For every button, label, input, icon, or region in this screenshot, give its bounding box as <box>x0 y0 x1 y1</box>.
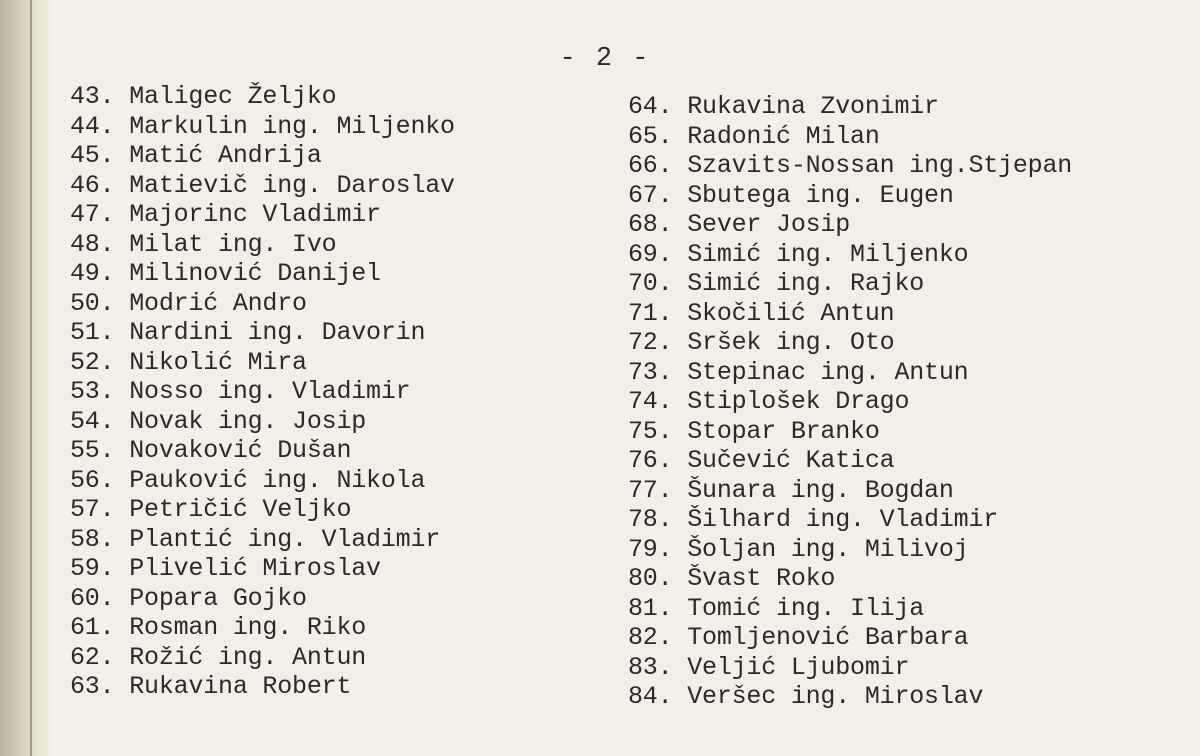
list-item: 57. Petričić Veljko <box>70 495 352 524</box>
list-item: 58. Plantić ing. Vladimir <box>70 524 441 554</box>
list-item: 43. Maligec Željko <box>70 82 337 111</box>
list-item: 74. Stiplošek Drago <box>628 387 910 416</box>
list-item: 83. Veljić Ljubomir <box>628 652 910 682</box>
list-item: 48. Milat ing. Ivo <box>70 229 337 259</box>
list-item: 81. Tomić ing. Ilija <box>628 593 925 623</box>
list-item: 47. Majorinc Vladimir <box>70 200 381 229</box>
list-item: 45. Matić Andrija <box>70 141 322 170</box>
binding-crease <box>30 0 32 756</box>
list-item: 76. Sučević Katica <box>628 446 895 475</box>
list-item: 70. Simić ing. Rajko <box>628 269 925 298</box>
right-name-list <box>628 92 1072 712</box>
list-item: 73. Stepinac ing. Antun <box>628 357 969 387</box>
left-name-list <box>70 82 455 702</box>
list-item: 65. Radonić Milan <box>628 121 880 151</box>
list-item: 66. Szavits-Nossan ing.Stjepan <box>628 151 1073 180</box>
list-item: 56. Pauković ing. Nikola <box>70 465 426 495</box>
list-item: 77. Šunara ing. Bogdan <box>628 475 954 505</box>
list-item: 53. Nosso ing. Vladimir <box>70 377 411 406</box>
list-item: 80. Švast Roko <box>628 564 836 593</box>
list-item: 64. Rukavina Zvonimir <box>628 92 939 121</box>
list-item: 79. Šoljan ing. Milivoj <box>628 534 969 564</box>
list-item: 71. Skočilić Antun <box>628 298 895 328</box>
list-item: 55. Novaković Dušan <box>70 436 352 465</box>
list-item: 51. Nardini ing. Davorin <box>70 318 426 347</box>
list-item: 78. Šilhard ing. Vladimir <box>628 505 999 534</box>
page-number: - 2 - <box>559 44 651 74</box>
list-item: 44. Markulin ing. Miljenko <box>70 111 455 141</box>
list-item: 59. Plivelić Miroslav <box>70 554 381 583</box>
list-item: 52. Nikolić Mira <box>70 347 307 377</box>
list-item: 49. Milinović Danijel <box>70 259 381 288</box>
page-binding-shadow <box>0 0 52 756</box>
list-item: 82. Tomljenović Barbara <box>628 623 969 652</box>
list-item: 50. Modrić Andro <box>70 288 307 318</box>
list-item: 84. Veršec ing. Miroslav <box>628 682 984 711</box>
list-item: 62. Rožić ing. Antun <box>70 642 367 672</box>
list-item: 54. Novak ing. Josip <box>70 406 367 436</box>
list-item: 75. Stopar Branko <box>628 416 880 446</box>
list-item: 61. Rosman ing. Riko <box>70 613 367 642</box>
list-item: 60. Popara Gojko <box>70 583 307 613</box>
list-item: 68. Sever Josip <box>628 210 851 239</box>
list-item: 69. Simić ing. Miljenko <box>628 239 969 269</box>
list-item: 67. Sbutega ing. Eugen <box>628 180 954 210</box>
list-item: 63. Rukavina Robert <box>70 672 352 701</box>
list-item: 46. Matievič ing. Daroslav <box>70 170 455 200</box>
list-item: 72. Sršek ing. Oto <box>628 328 895 357</box>
